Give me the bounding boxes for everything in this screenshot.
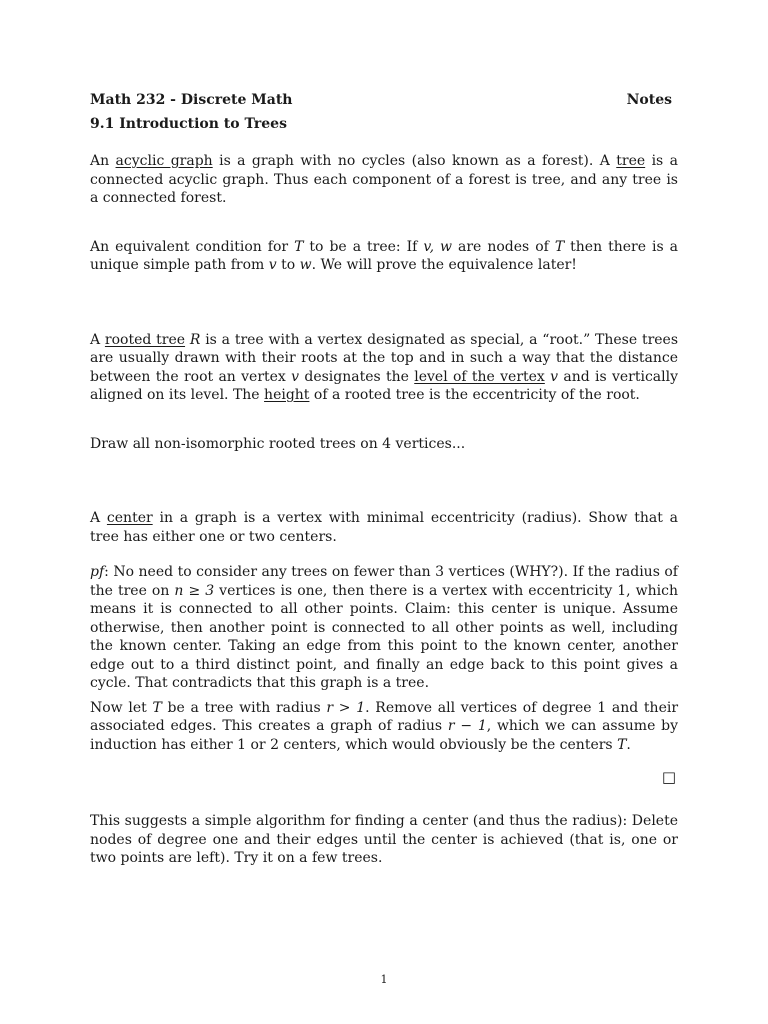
qed-symbol: □ <box>661 768 676 786</box>
term-center: center <box>106 510 153 526</box>
paragraph-algorithm: This suggests a simple algorithm for finding a center (and thus the radius): Delete nodes of degree one and their edges until the center is achieved (that is, one or two points are left). Try it on a few trees. <box>90 813 678 866</box>
term-level-of-vertex: level of the vertex <box>414 368 545 385</box>
course-title: Math 232 - Discrete Math <box>90 92 293 108</box>
paragraph-proof: pf: No need to consider any trees on fewer than 3 vertices (WHY?). If the radius of the tree on n ≥ 3 vertices is one, then there is a vertex with eccentricity 1, which means it is connected to all other points. Claim: this center is unique. Assume otherwise, then another point is connected to all other points as well, including the known center. Taking an edge from this point to the known center, another edge out to a third distinct point, and finally an edge back to this point gives a cycle. That contradicts that this graph is a tree. <box>90 564 678 691</box>
paragraph-rooted-tree: A rooted tree R is a tree with a vertex designated as special, a “root.” These trees are usually drawn with their roots at the top and in such a way that the distance between the root an vertex v designates the level of the vertex v and is vertically aligned on its level. The height of a rooted tree is the eccentricity of the root. <box>90 331 679 403</box>
paragraph-induction: Now let T be a tree with radius r > 1. Remove all vertices of degree 1 and their associated edges. This creates a graph of radius r − 1, which we can assume by induction has either 1 or 2 centers, which would obviously be the centers T. <box>90 699 679 753</box>
paragraph-acyclic-graph: An acyclic graph is a graph with no cycles (also known as a forest). A tree is a connected acyclic graph. Thus each component of a forest is tree, and any tree is a connected forest. <box>90 153 678 206</box>
term-height: height <box>264 387 310 403</box>
page-header <box>90 88 678 112</box>
paragraph-equivalent-condition: An equivalent condition for T to be a tree: If v, w are nodes of T then there is a unique simple path from v to w. We will prove the equivalence later! <box>90 238 678 273</box>
page-content <box>90 88 678 868</box>
notes-label: Notes <box>626 92 672 108</box>
term-acyclic-graph: acyclic graph <box>115 153 213 169</box>
term-rooted-tree: rooted tree <box>104 331 186 348</box>
term-tree: tree <box>616 153 646 169</box>
paragraph-draw-trees: Draw all non-isomorphic rooted trees on 4 vertices... <box>90 435 466 452</box>
paragraph-center: A center in a graph is a vertex with minimal eccentricity (radius). Show that a tree has either one or two centers. <box>90 510 679 545</box>
page-number: 1 <box>380 973 388 986</box>
section-title: 9.1 Introduction to Trees <box>90 116 287 132</box>
